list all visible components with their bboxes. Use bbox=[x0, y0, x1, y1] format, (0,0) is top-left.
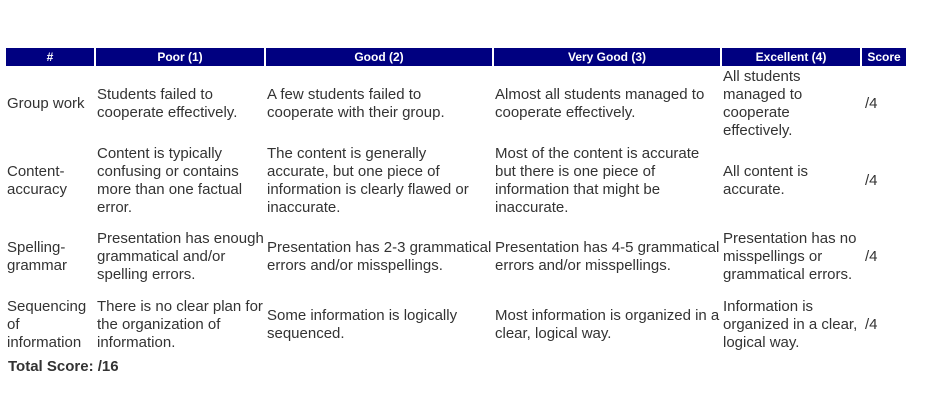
header-row bbox=[6, 48, 906, 66]
excellent-cell: All students managed to cooperate effectively. bbox=[723, 68, 803, 139]
rubric-table bbox=[4, 48, 908, 355]
header-good: Good (2) bbox=[266, 48, 492, 66]
score-cell: /4 bbox=[865, 171, 878, 189]
excellent-cell: All content is accurate. bbox=[723, 162, 809, 198]
total-score bbox=[8, 358, 119, 375]
very-good-cell: Presentation has 4-5 grammatical errors and/or misspellings. bbox=[495, 238, 720, 274]
header-score: Score bbox=[862, 48, 906, 66]
score-cell: /4 bbox=[865, 95, 878, 112]
very-good-cell: Almost all students managed to cooperate effectively. bbox=[495, 86, 705, 121]
table-row bbox=[6, 66, 906, 142]
table-row bbox=[6, 219, 906, 294]
header-poor: Poor (1) bbox=[96, 48, 264, 66]
table-row bbox=[6, 142, 906, 219]
excellent-cell: Information is organized in a clear, logical way. bbox=[723, 297, 858, 351]
criterion-cell: Content-accuracy bbox=[7, 162, 68, 198]
total-score-label: Total Score: bbox=[8, 358, 94, 375]
header-criterion: # bbox=[6, 48, 94, 66]
header-very-good: Very Good (3) bbox=[494, 48, 720, 66]
score-cell: /4 bbox=[865, 247, 878, 265]
good-cell: Some information is logically sequenced. bbox=[267, 306, 458, 342]
poor-cell: Content is typically confusing or contains more than one factual error. bbox=[97, 144, 243, 216]
good-cell: Presentation has 2-3 grammatical errors and/or misspellings. bbox=[267, 238, 492, 274]
criterion-cell: Spelling-grammar bbox=[7, 238, 68, 274]
poor-cell: Students failed to cooperate effectively. bbox=[97, 86, 238, 121]
excellent-cell: Presentation has no misspellings or grammatical errors. bbox=[723, 229, 857, 283]
good-cell: A few students failed to cooperate with their group. bbox=[267, 86, 445, 121]
table-row bbox=[6, 294, 906, 355]
poor-cell: Presentation has enough grammatical and/or spelling errors. bbox=[97, 229, 264, 283]
very-good-cell: Most information is organized in a clear, logical way. bbox=[495, 306, 720, 342]
header-excellent: Excellent (4) bbox=[722, 48, 860, 66]
total-score-value: /16 bbox=[97, 358, 119, 375]
score-cell: /4 bbox=[865, 315, 878, 333]
criterion-cell: Sequencing of information bbox=[7, 297, 87, 351]
very-good-cell: Most of the content is accurate but there is one piece of information that might be inaccurate. bbox=[495, 144, 700, 216]
poor-cell: There is no clear plan for the organization of information. bbox=[97, 297, 263, 351]
good-cell: The content is generally accurate, but one piece of information is clearly flawed or inaccurate. bbox=[267, 144, 469, 216]
criterion-cell: Group work bbox=[7, 95, 85, 112]
